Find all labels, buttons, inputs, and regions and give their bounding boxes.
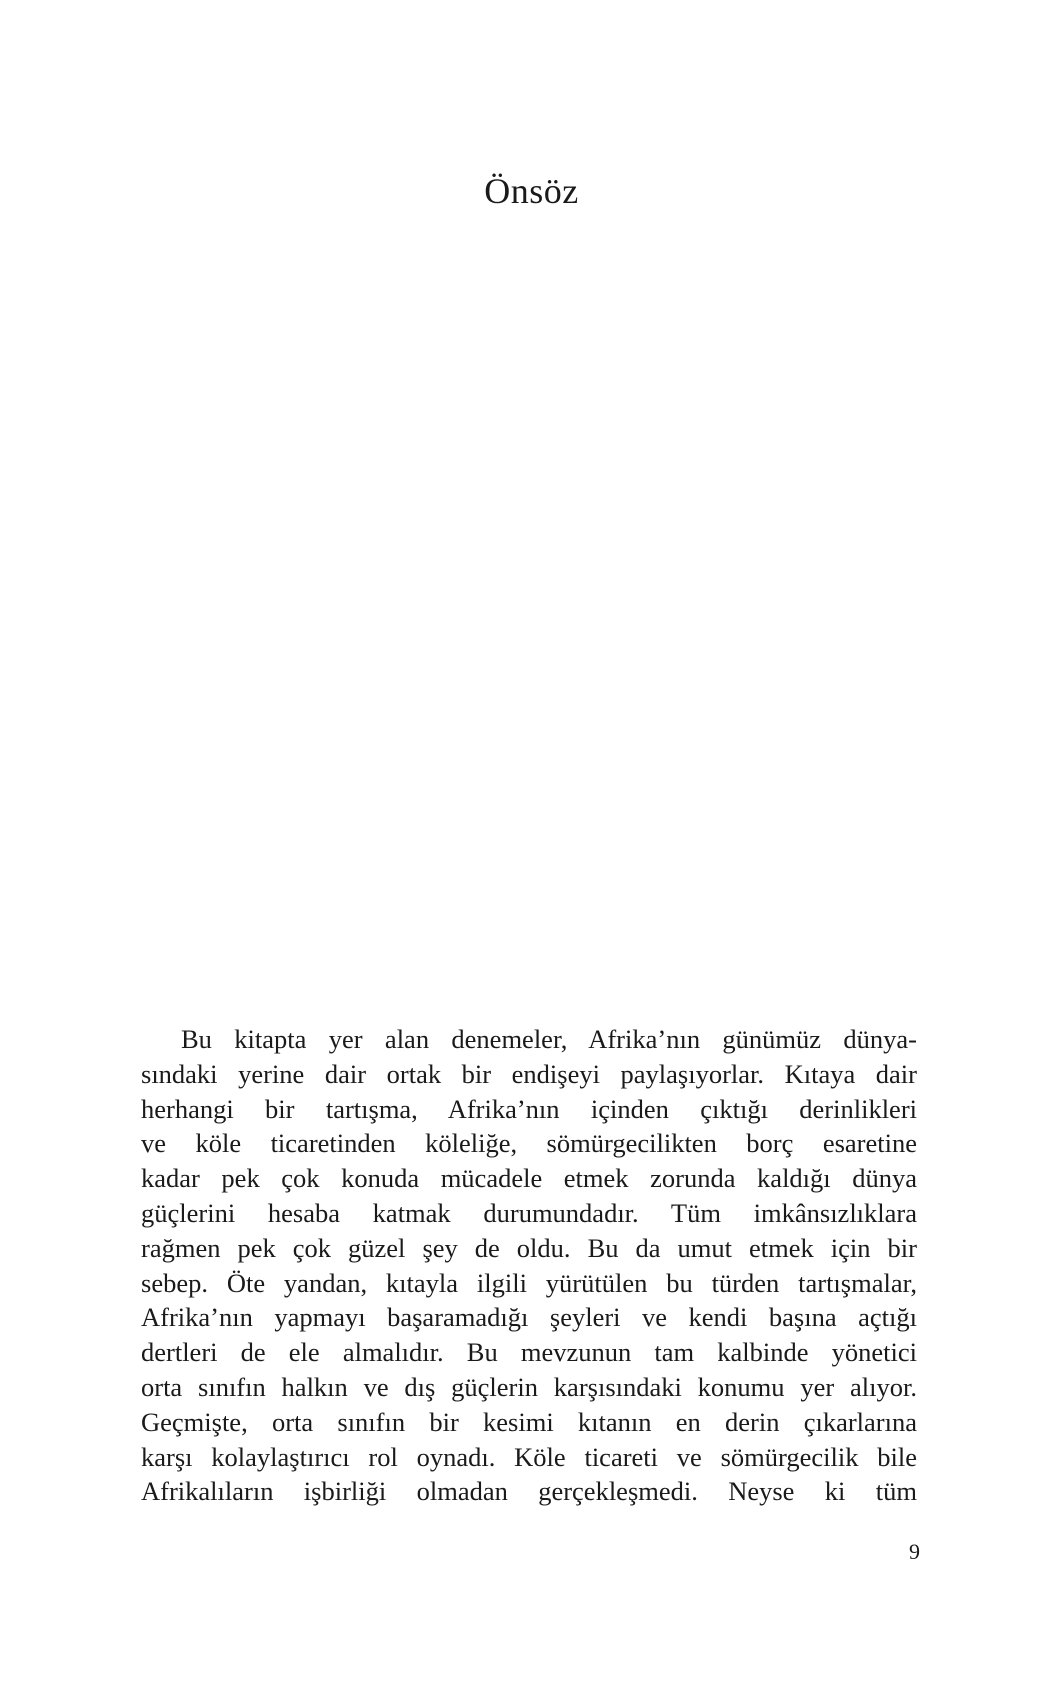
paragraph-line: Geçmişte, orta sınıfın bir kesimi kıtanın en derin çıkarlarına (141, 1406, 917, 1437)
body-paragraph (141, 1022, 917, 1509)
paragraph-line: güçlerini hesaba katmak durumundadır. Tüm imkânsızlıklara (141, 1197, 917, 1228)
paragraph-line: herhangi bir tartışma, Afrika’nın içinden çıktığı derinlikleri (141, 1093, 917, 1124)
paragraph-line: karşı kolaylaştırıcı rol oynadı. Köle ticareti ve sömürgecilik bile (141, 1441, 917, 1472)
paragraph-line: sebep. Öte yandan, kıtayla ilgili yürütülen bu türden tartışmalar, (141, 1267, 917, 1298)
paragraph-line: Bu kitapta yer alan denemeler, Afrika’nın günümüz dünya- (181, 1024, 917, 1054)
paragraph-line: kadar pek çok konuda mücadele etmek zorunda kaldığı dünya (141, 1163, 917, 1194)
paragraph-line: Afrikalıların işbirliği olmadan gerçekleşmedi. Neyse ki tüm (141, 1476, 917, 1507)
page-number: 9 (909, 1539, 920, 1564)
paragraph-line: Afrika’nın yapmayı başaramadığı şeyleri ve kendi başına açtığı (141, 1302, 917, 1333)
paragraph-line: sındaki yerine dair ortak bir endişeyi paylaşıyorlar. Kıtaya dair (141, 1058, 917, 1089)
paragraph-line: dertleri de ele almalıdır. Bu mevzunun tam kalbinde yönetici (141, 1337, 917, 1368)
paragraph-line: orta sınıfın halkın ve dış güçlerin karşısındaki konumu yer alıyor. (141, 1371, 917, 1402)
paragraph-line: ve köle ticaretinden köleliğe, sömürgecilikten borç esaretine (141, 1128, 917, 1159)
chapter-title: Önsöz (484, 171, 579, 211)
paragraph-line: rağmen pek çok güzel şey de oldu. Bu da umut etmek için bir (141, 1232, 917, 1263)
